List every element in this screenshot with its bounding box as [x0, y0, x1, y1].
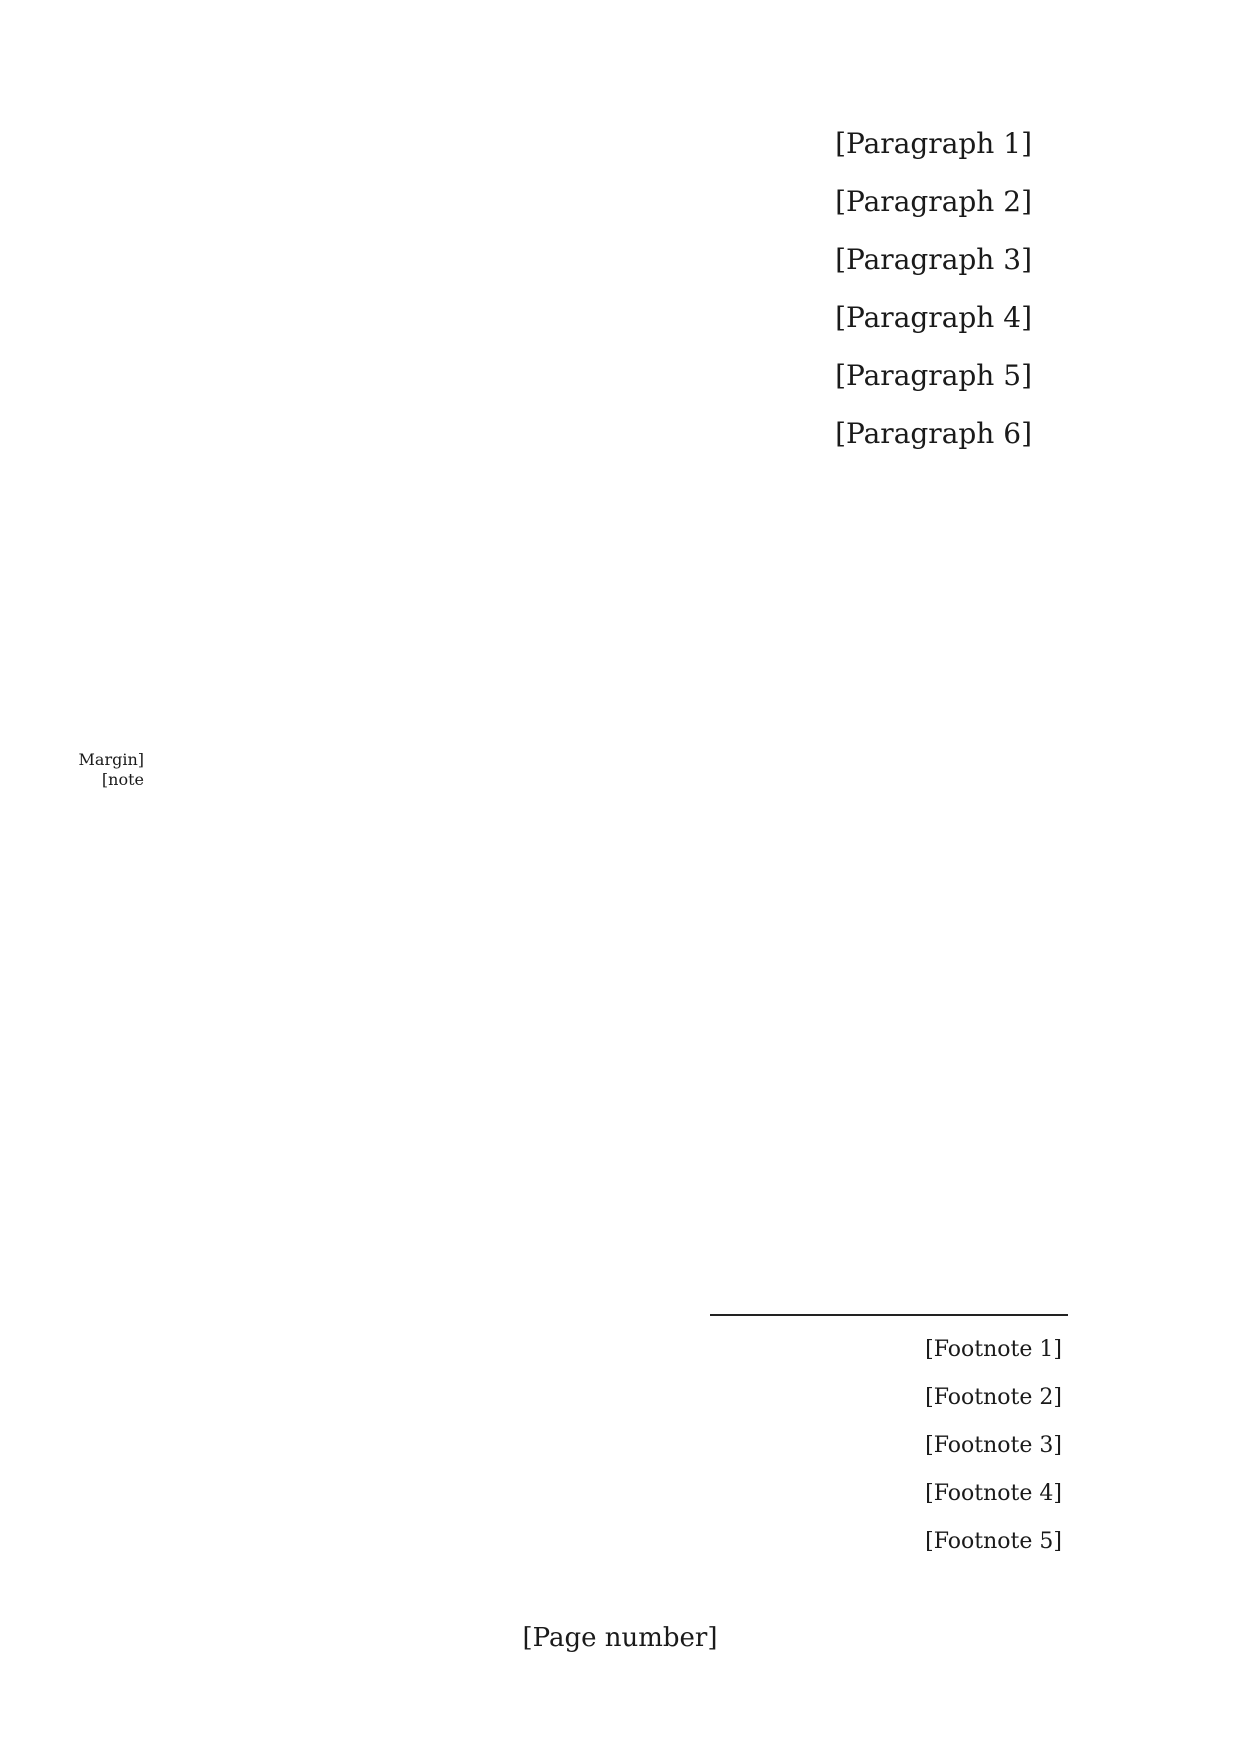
footnote: [Footnote 2]	[925, 1385, 1062, 1410]
footnote: [Footnote 1]	[925, 1337, 1062, 1362]
margin-note: [Margin note]	[78, 750, 144, 789]
footnote: [Footnote 3]	[925, 1433, 1062, 1458]
paragraph: [Paragraph 2]	[835, 185, 1032, 218]
paragraph: [Paragraph 1]	[835, 127, 1032, 160]
footnote: [Footnote 4]	[925, 1481, 1062, 1506]
paragraph: [Paragraph 6]	[835, 417, 1032, 450]
paragraph: [Paragraph 4]	[835, 301, 1032, 334]
paragraph: [Paragraph 3]	[835, 243, 1032, 276]
footnotes	[164, 1326, 1076, 1566]
body-text	[164, 118, 1076, 466]
footnote-divider	[710, 1314, 1068, 1316]
footnote: [Footnote 5]	[925, 1529, 1062, 1554]
paragraph: [Paragraph 5]	[835, 359, 1032, 392]
page-number: [Page number]	[522, 1623, 718, 1653]
